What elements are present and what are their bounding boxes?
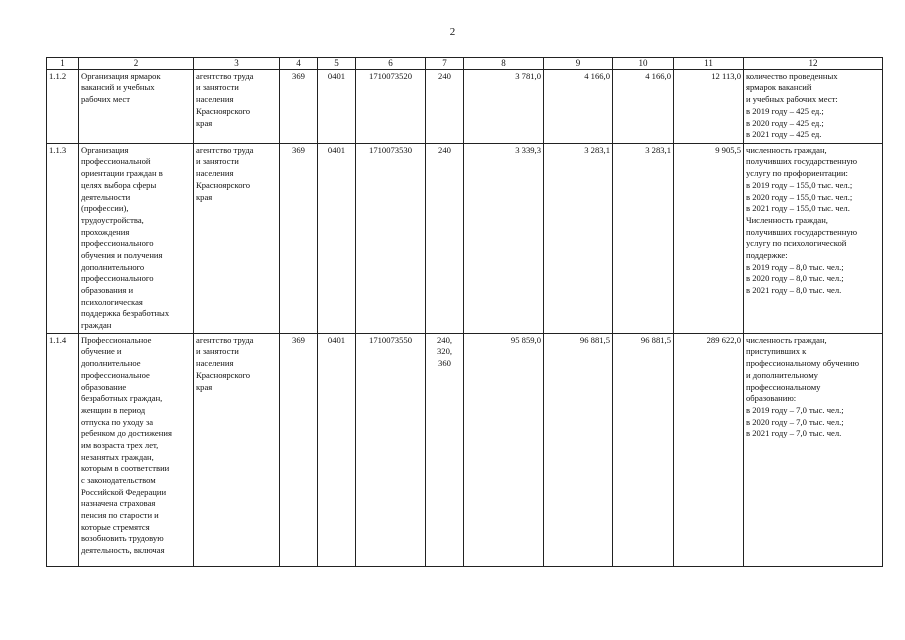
amount-2021: 4 166,0 xyxy=(613,69,674,143)
code-target: 1710073520 xyxy=(356,69,426,143)
measure-name: Организация ярмарок вакансий и учебных рабочих мест xyxy=(79,69,194,143)
column-header: 12 xyxy=(744,58,883,70)
column-header: 1 xyxy=(47,58,79,70)
code-expense-type: 240 xyxy=(426,143,464,333)
amount-2021: 96 881,5 xyxy=(613,333,674,566)
amount-2019: 3 339,3 xyxy=(464,143,544,333)
amount-2021: 3 283,1 xyxy=(613,143,674,333)
measure-name: Профессиональное обучение и дополнительное профессиональное образование безработных граждан, женщин в период отпуска по уходу за ребенком до достижения им возраста трех лет, незанятых граждан, которым в соответствии с законодательством Российской Федерации назначена страховая пенсия по старости и которые стремятся возобновить трудовую деятельность, включая xyxy=(81,334,172,556)
column-header: 9 xyxy=(544,58,613,70)
code-section: 0401 xyxy=(318,143,356,333)
code-target: 1710073530 xyxy=(356,143,426,333)
program-table xyxy=(46,57,883,567)
code-target: 1710073550 xyxy=(356,333,426,566)
code-section: 0401 xyxy=(318,69,356,143)
row-number: 1.1.4 xyxy=(47,333,79,566)
responsible-agency: агентство труда и занятости населения Красноярского края xyxy=(194,333,280,566)
table-row xyxy=(47,333,883,566)
amount-2019: 3 781,0 xyxy=(464,69,544,143)
row-number: 1.1.2 xyxy=(47,69,79,143)
measure-name: Организация профессиональной ориентации граждан в целях выбора сферы деятельности (профессии), трудоустройства, прохождения профессионального обучения и получения дополнительного профессионального образования и психологическая поддержка безработных граждан xyxy=(79,143,194,333)
code-section: 0401 xyxy=(318,333,356,566)
expected-result: количество проведенных ярмарок вакансий и учебных рабочих мест: в 2019 году – 425 ед.; в 2020 году – 425 ед.; в 2021 году – 425 ед. xyxy=(744,69,883,143)
column-header: 5 xyxy=(318,58,356,70)
column-header: 4 xyxy=(280,58,318,70)
amount-2020: 3 283,1 xyxy=(544,143,613,333)
amount-total: 9 905,5 xyxy=(674,143,744,333)
row-number: 1.1.3 xyxy=(47,143,79,333)
amount-2020: 96 881,5 xyxy=(544,333,613,566)
column-header: 8 xyxy=(464,58,544,70)
amount-total: 289 622,0 xyxy=(674,333,744,566)
amount-2020: 4 166,0 xyxy=(544,69,613,143)
responsible-agency: агентство труда и занятости населения Красноярского края xyxy=(194,69,280,143)
amount-2019: 95 859,0 xyxy=(464,333,544,566)
column-header: 10 xyxy=(613,58,674,70)
amount-total: 12 113,0 xyxy=(674,69,744,143)
column-header: 11 xyxy=(674,58,744,70)
code-expense-type: 240 xyxy=(426,69,464,143)
expected-result: численность граждан, получивших государственную услугу по профориентации: в 2019 году – 155,0 тыс. чел.; в 2020 году – 155,0 тыс. чел.; в 2021 году – 155,0 тыс. чел. Численность граждан, получивших государственную услугу по психологической поддержке: в 2019 году – 8,0 тыс. чел.; в 2020 году – 8,0 тыс. чел.; в 2021 году – 8,0 тыс. чел. xyxy=(744,143,883,333)
expected-result: численность граждан, приступивших к профессиональному обучению и дополнительному профессиональному образованию: в 2019 году – 7,0 тыс. чел.; в 2020 году – 7,0 тыс. чел.; в 2021 году – 7,0 тыс. чел. xyxy=(744,333,883,566)
header-row xyxy=(47,58,883,70)
code-grbs: 369 xyxy=(280,333,318,566)
column-header: 2 xyxy=(79,58,194,70)
table-row xyxy=(47,143,883,333)
table-row xyxy=(47,69,883,143)
column-header: 7 xyxy=(426,58,464,70)
code-grbs: 369 xyxy=(280,69,318,143)
code-expense-type: 240, 320, 360 xyxy=(426,333,464,566)
column-header: 3 xyxy=(194,58,280,70)
code-grbs: 369 xyxy=(280,143,318,333)
responsible-agency: агентство труда и занятости населения Красноярского края xyxy=(194,143,280,333)
page-number: 2 xyxy=(449,26,456,38)
column-header: 6 xyxy=(356,58,426,70)
